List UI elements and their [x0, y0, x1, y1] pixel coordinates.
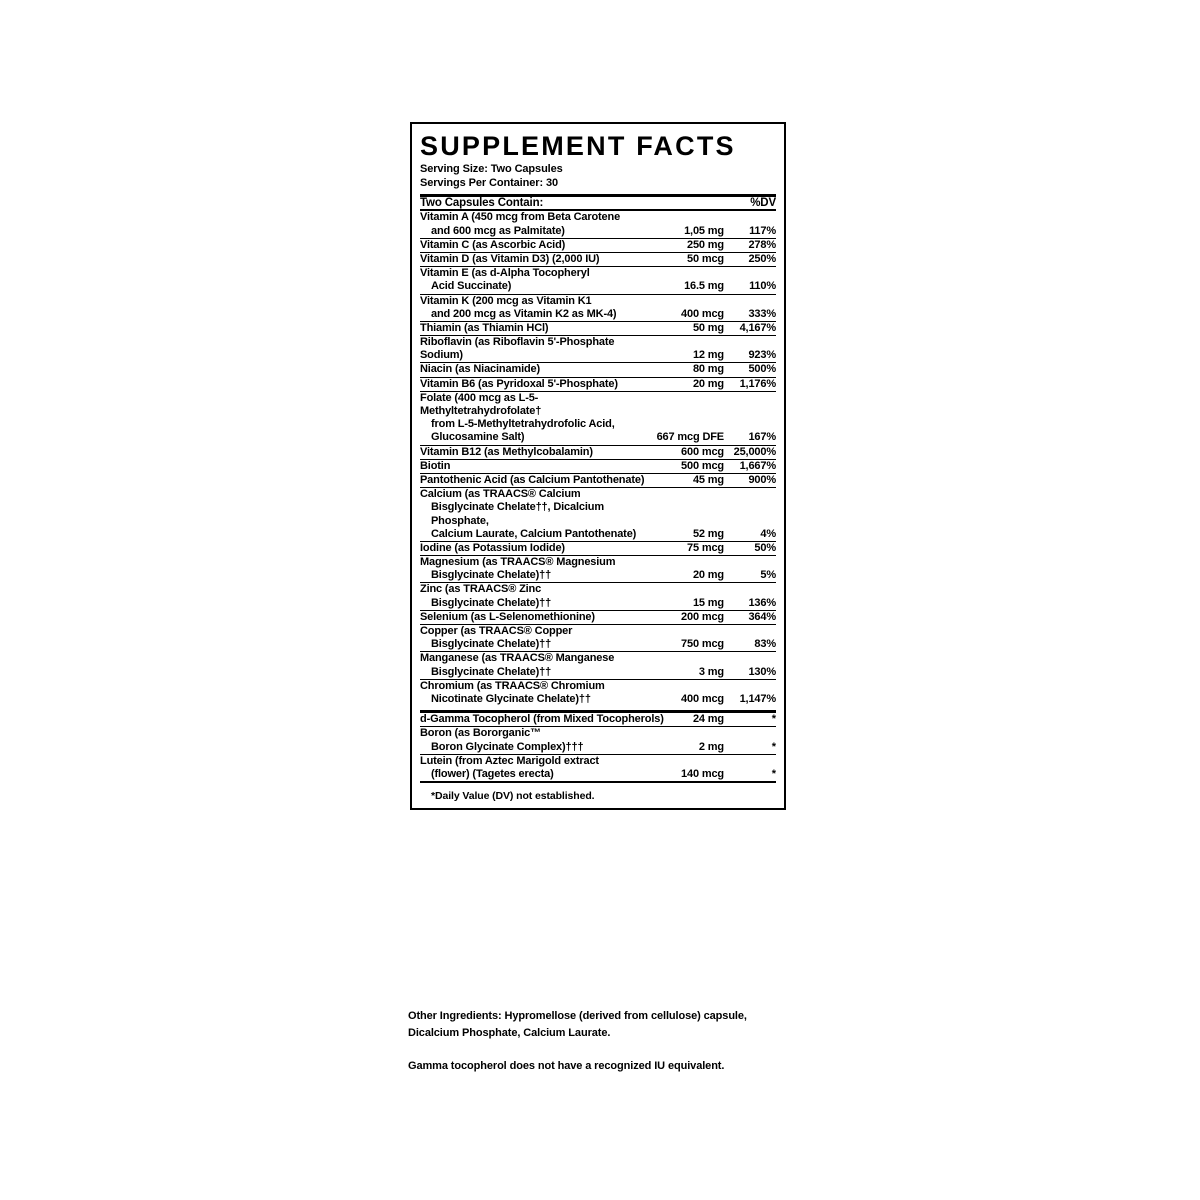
- table-row: [420, 713, 776, 726]
- nutrient-daily-value: 5%: [760, 569, 776, 582]
- nutrient-name: [420, 336, 657, 362]
- nutrient-name: [420, 239, 657, 252]
- nutrient-name: [420, 363, 657, 376]
- table-row: [420, 363, 776, 376]
- nutrient-name: [420, 542, 657, 555]
- nutrient-daily-value: 83%: [754, 638, 776, 651]
- nutrient-name-line3: Glucosamine Salt): [431, 431, 525, 444]
- table-row: [420, 446, 776, 459]
- nutrient-name: [420, 713, 678, 726]
- nutrient-name: [420, 556, 657, 582]
- nutrient-amount: 75 mcg: [686, 541, 724, 554]
- nutrient-amount: 16.5 mg: [684, 280, 724, 293]
- nutrient-name-line1: Copper (as TRAACS® Copper: [420, 625, 573, 637]
- nutrient-daily-value: 1,176%: [739, 377, 776, 390]
- nutrient-daily-value: 130%: [748, 665, 776, 678]
- nutrient-name: [420, 446, 657, 459]
- nutrient-amount: 400 mcg: [681, 307, 724, 320]
- table-row: [420, 267, 776, 293]
- table-row: [420, 583, 776, 609]
- nutrient-name-line1: Magnesium (as TRAACS® Magnesium: [420, 556, 616, 569]
- nutrient-name: [420, 727, 678, 753]
- table-row: [420, 295, 776, 321]
- nutrient-name: [420, 755, 678, 781]
- nutrient-name: [420, 583, 657, 609]
- nutrient-name-line1: Riboflavin (as Riboflavin 5'-Phosphate Sodium): [420, 336, 615, 362]
- nutrient-name-line2: (flower) (Tagetes erecta): [431, 767, 554, 780]
- nutrient-daily-value: 1,667%: [739, 459, 776, 472]
- nutrient-name: [420, 611, 657, 624]
- nutrient-amount: 50 mcg: [686, 252, 724, 265]
- nutrient-name-line3: Calcium Laurate, Calcium Pantothenate): [431, 527, 637, 540]
- nutrient-daily-value: 500%: [748, 363, 776, 376]
- table-row: [420, 625, 776, 651]
- nutrient-amount: 24 mg: [692, 713, 724, 726]
- servings-per-container-line: Servings Per Container: 30: [420, 176, 559, 189]
- nutrient-amount: 12 mg: [692, 349, 724, 362]
- table-row: [420, 322, 776, 335]
- nutrient-name-line1: d-Gamma Tocopherol (from Mixed Tocopherols): [420, 713, 664, 726]
- nutrient-amount: 667 mcg DFE: [656, 431, 724, 444]
- other-nutrient-table: [420, 713, 776, 781]
- nutrient-amount: 1,05 mg: [684, 224, 724, 237]
- nutrient-name-line2: Bisglycinate Chelate)††: [431, 569, 552, 582]
- nutrient-name-line1: Iodine (as Potassium Iodide): [420, 541, 565, 554]
- nutrient-daily-value: *: [771, 740, 776, 753]
- nutrient-name-line2: and 600 mcg as Palmitate): [431, 224, 565, 237]
- nutrient-name-line1: Selenium (as L-Selenomethionine): [420, 610, 595, 623]
- nutrient-name-line1: Vitamin B6 (as Pyridoxal 5'-Phosphate): [420, 377, 618, 390]
- page-title: SUPPLEMENT FACTS: [420, 131, 736, 161]
- nutrient-daily-value: *: [771, 713, 776, 726]
- nutrient-amount: 140 mcg: [681, 767, 724, 780]
- table-row: [420, 556, 776, 582]
- nutrient-daily-value: 364%: [748, 610, 776, 623]
- nutrient-amount: 20 mg: [692, 377, 724, 390]
- nutrient-daily-value: 278%: [748, 238, 776, 251]
- nutrient-name-line2: Acid Succinate): [431, 280, 512, 293]
- nutrient-name: [420, 253, 657, 266]
- nutrient-daily-value: 50%: [754, 541, 776, 554]
- nutrient-name: [420, 680, 657, 706]
- nutrient-name-line2: Bisglycinate Chelate††, Dicalcium Phosphate,: [431, 501, 604, 527]
- nutrient-name-line1: Niacin (as Niacinamide): [420, 363, 541, 376]
- table-header-row: [420, 197, 776, 209]
- nutrient-name-line1: Vitamin B12 (as Methylcobalamin): [420, 445, 593, 458]
- table-row: [420, 460, 776, 473]
- nutrient-name: [420, 295, 657, 321]
- nutrient-amount: 20 mg: [692, 569, 724, 582]
- table-row: [420, 755, 776, 781]
- nutrient-name-line1: Vitamin D (as Vitamin D3) (2,000 IU): [420, 252, 600, 265]
- nutrient-name: [420, 392, 657, 445]
- nutrient-name-line2: Boron Glycinate Complex)†††: [431, 740, 584, 753]
- nutrient-name-line2: Nicotinate Glycinate Chelate)††: [431, 692, 591, 705]
- other-nutrient-rows: [420, 713, 776, 781]
- supplement-facts-panel: [410, 122, 786, 810]
- nutrient-amount: 400 mcg: [681, 692, 724, 705]
- nutrient-name-line1: Manganese (as TRAACS® Manganese: [420, 652, 615, 665]
- nutrient-daily-value: 1,147%: [739, 692, 776, 705]
- nutrient-name-line1: Thiamin (as Thiamin HCl): [420, 321, 549, 334]
- column-header-amount: [657, 197, 724, 209]
- nutrient-name-line1: Pantothenic Acid (as Calcium Pantothenate): [420, 473, 645, 486]
- nutrient-amount: 50 mg: [692, 321, 724, 334]
- nutrient-name-line1: Folate (400 mcg as L-5-Methyltetrahydrofolate†: [420, 391, 542, 417]
- nutrient-name-line1: Vitamin K (200 mcg as Vitamin K1: [420, 294, 592, 307]
- table-row: [420, 378, 776, 391]
- table-row: [420, 239, 776, 252]
- nutrient-name: [420, 625, 657, 651]
- nutrient-amount: 600 mcg: [681, 445, 724, 458]
- nutrient-name-line1: Calcium (as TRAACS® Calcium: [420, 488, 581, 501]
- nutrient-name-line1: Lutein (from Aztec Marigold extract: [420, 754, 599, 767]
- nutrient-daily-value: 25,000%: [733, 445, 776, 458]
- table-row: [420, 488, 776, 541]
- nutrient-name-line2: Bisglycinate Chelate)††: [431, 665, 552, 678]
- serving-size-line: Serving Size: Two Capsules: [420, 163, 563, 176]
- table-row: [420, 474, 776, 487]
- nutrient-amount: 2 mg: [698, 740, 724, 753]
- nutrient-daily-value: 4,167%: [739, 321, 776, 334]
- nutrient-amount: 750 mcg: [681, 638, 724, 651]
- nutrient-name-line2: from L-5-Methyltetrahydrofolic Acid,: [431, 418, 615, 431]
- nutrient-name: [420, 474, 657, 487]
- column-header-dv: %DV: [750, 197, 776, 210]
- nutrient-name: [420, 488, 657, 541]
- nutrient-daily-value: 923%: [748, 349, 776, 362]
- footnote-divider: [420, 781, 776, 783]
- nutrient-name-line2: and 200 mcg as Vitamin K2 as MK-4): [431, 307, 617, 320]
- table-row: [420, 211, 776, 237]
- nutrient-rows: [420, 211, 776, 706]
- nutrient-amount: 200 mcg: [681, 610, 724, 623]
- nutrient-amount: 45 mg: [692, 473, 724, 486]
- nutrient-name-line2: Bisglycinate Chelate)††: [431, 596, 552, 609]
- nutrient-name-line1: Zinc (as TRAACS® Zinc: [420, 583, 542, 596]
- nutrient-name: [420, 652, 657, 678]
- nutrient-amount: 80 mg: [692, 363, 724, 376]
- nutrient-name: [420, 322, 657, 335]
- table-row: [420, 392, 776, 445]
- table-row: [420, 542, 776, 555]
- nutrient-name-line1: Boron (as Bororganic™: [420, 727, 541, 740]
- nutrient-name-line1: Vitamin E (as d-Alpha Tocopheryl: [420, 267, 590, 280]
- nutrient-daily-value: 167%: [748, 431, 776, 444]
- nutrient-daily-value: 333%: [748, 307, 776, 320]
- nutrient-amount: 500 mcg: [681, 459, 724, 472]
- table-row: [420, 652, 776, 678]
- nutrient-name: [420, 460, 657, 473]
- nutrient-amount: 3 mg: [698, 665, 724, 678]
- table-row: [420, 253, 776, 266]
- nutrient-daily-value: 4%: [760, 527, 776, 540]
- table-row: [420, 611, 776, 624]
- nutrient-daily-value: *: [771, 767, 776, 780]
- nutrient-name: [420, 378, 657, 391]
- nutrient-name-line2: Bisglycinate Chelate)††: [431, 638, 552, 651]
- nutrient-name-line1: Vitamin A (450 mcg from Beta Carotene: [420, 211, 621, 224]
- nutrient-daily-value: 117%: [749, 224, 776, 237]
- table-row: [420, 680, 776, 706]
- daily-value-footnote: *Daily Value (DV) not established.: [431, 790, 595, 803]
- nutrient-name: [420, 211, 657, 237]
- nutrient-daily-value: 110%: [749, 280, 776, 293]
- nutrient-daily-value: 250%: [748, 252, 776, 265]
- column-header-name: Two Capsules Contain:: [420, 197, 544, 210]
- nutrient-amount: 15 mg: [692, 596, 724, 609]
- table-row: [420, 336, 776, 362]
- gamma-tocopherol-note: Gamma tocopherol does not have a recognized IU equivalent.: [408, 1060, 725, 1072]
- table-row: [420, 727, 776, 753]
- nutrient-name-line1: Vitamin C (as Ascorbic Acid): [420, 238, 566, 251]
- nutrient-name: [420, 267, 657, 293]
- nutrient-daily-value: 136%: [748, 596, 776, 609]
- nutrient-name-line1: Chromium (as TRAACS® Chromium: [420, 679, 605, 692]
- nutrient-table: [420, 197, 776, 706]
- other-ingredients-text: Other Ingredients: Hypromellose (derived from cellulose) capsule, Dicalcium Phosphate, Calcium Laurate.: [408, 1010, 747, 1039]
- nutrient-name-line1: Biotin: [420, 459, 451, 472]
- nutrient-amount: 52 mg: [692, 527, 724, 540]
- nutrient-daily-value: 900%: [748, 473, 776, 486]
- nutrient-amount: 250 mg: [686, 238, 724, 251]
